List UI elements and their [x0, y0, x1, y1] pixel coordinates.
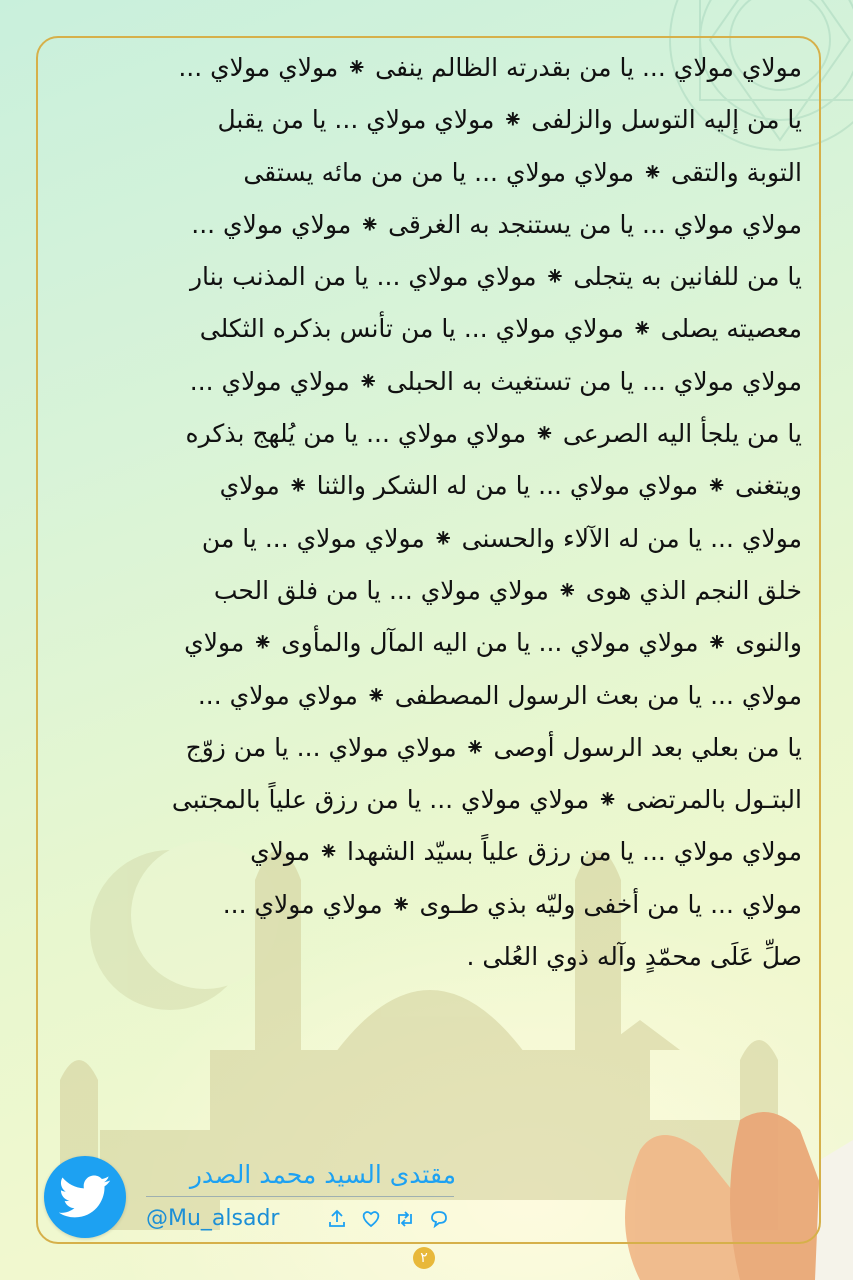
poem-line: مولاي ... يا من أخفى وليّه بذي طـوى ⁕ مولاي مولاي ...	[222, 889, 802, 919]
poem-line: مولاي ... يا من بعث الرسول المصطفى ⁕ مولاي مولاي ...	[197, 680, 802, 710]
poem-line: مولاي مولاي ... يا من رزق علياً بسيّد الشهدا ⁕ مولاي	[250, 837, 802, 867]
poem-line: مولاي مولاي ... يا من بقدرته الظالم ينفى ⁕ مولاي مولاي ...	[178, 53, 802, 82]
poem-line: التوبة والتقى ⁕ مولاي مولاي ... يا من من مائه يستقى	[243, 157, 802, 187]
poem-line: والنوى ⁕ مولاي مولاي ... يا من اليه المآل والمأوى ⁕ مولاي	[184, 628, 802, 658]
poem-line: خلق النجم الذي هوى ⁕ مولاي مولاي ... يا من فلق الحب	[213, 575, 802, 605]
poem-line: صلِّ عَلَى محمّدٍ وآله ذوي العُلى .	[466, 942, 802, 972]
poem-line: مولاي مولاي ... يا من تستغيث به الحبلى ⁕ مولاي مولاي ...	[189, 366, 802, 396]
author-handle[interactable]: @Mu_alsadr	[146, 1206, 280, 1231]
poem-line: يا من يلجأ اليه الصرعى ⁕ مولاي مولاي ... يا من يُلهج بذكره	[185, 419, 802, 449]
page-number-badge: ٢	[413, 1247, 435, 1269]
poem-line: معصيته يصلى ⁕ مولاي مولاي ... يا من تأنس بذكره الثكلى	[199, 314, 802, 344]
poem-line: ويتغنى ⁕ مولاي مولاي ... يا من له الشكر والثنا ⁕ مولاي	[219, 471, 802, 501]
twitter-avatar[interactable]	[44, 1156, 126, 1238]
poem-line: مولاي مولاي ... يا من يستنجد به الغرقى ⁕ مولاي مولاي ...	[191, 209, 802, 239]
retweet-icon[interactable]	[394, 1208, 416, 1230]
author-name[interactable]: مقتدى السيد محمد الصدر	[189, 1160, 456, 1189]
like-icon[interactable]	[360, 1208, 382, 1230]
tweet-actions	[326, 1208, 450, 1230]
poem-line: يا من بعلي بعد الرسول أوصى ⁕ مولاي مولاي ... يا من زوّج	[185, 732, 802, 762]
twitter-bird-icon	[59, 1175, 111, 1219]
poem-line: يا من إليه التوسل والزلفى ⁕ مولاي مولاي ... يا من يقبل	[217, 105, 802, 135]
poem-line: مولاي ... يا من له الآلاء والحسنى ⁕ مولاي مولاي ... يا من	[201, 523, 802, 553]
reply-icon[interactable]	[428, 1208, 450, 1230]
poem-line: يا من للفانين به يتجلى ⁕ مولاي مولاي ... يا من المذنب بنار	[189, 262, 802, 292]
share-icon[interactable]	[326, 1208, 348, 1230]
supplication-text	[62, 42, 802, 983]
divider	[146, 1196, 454, 1197]
poem-line: البتـول بالمرتضى ⁕ مولاي مولاي ... يا من رزق علياً بالمجتبى	[171, 785, 802, 815]
